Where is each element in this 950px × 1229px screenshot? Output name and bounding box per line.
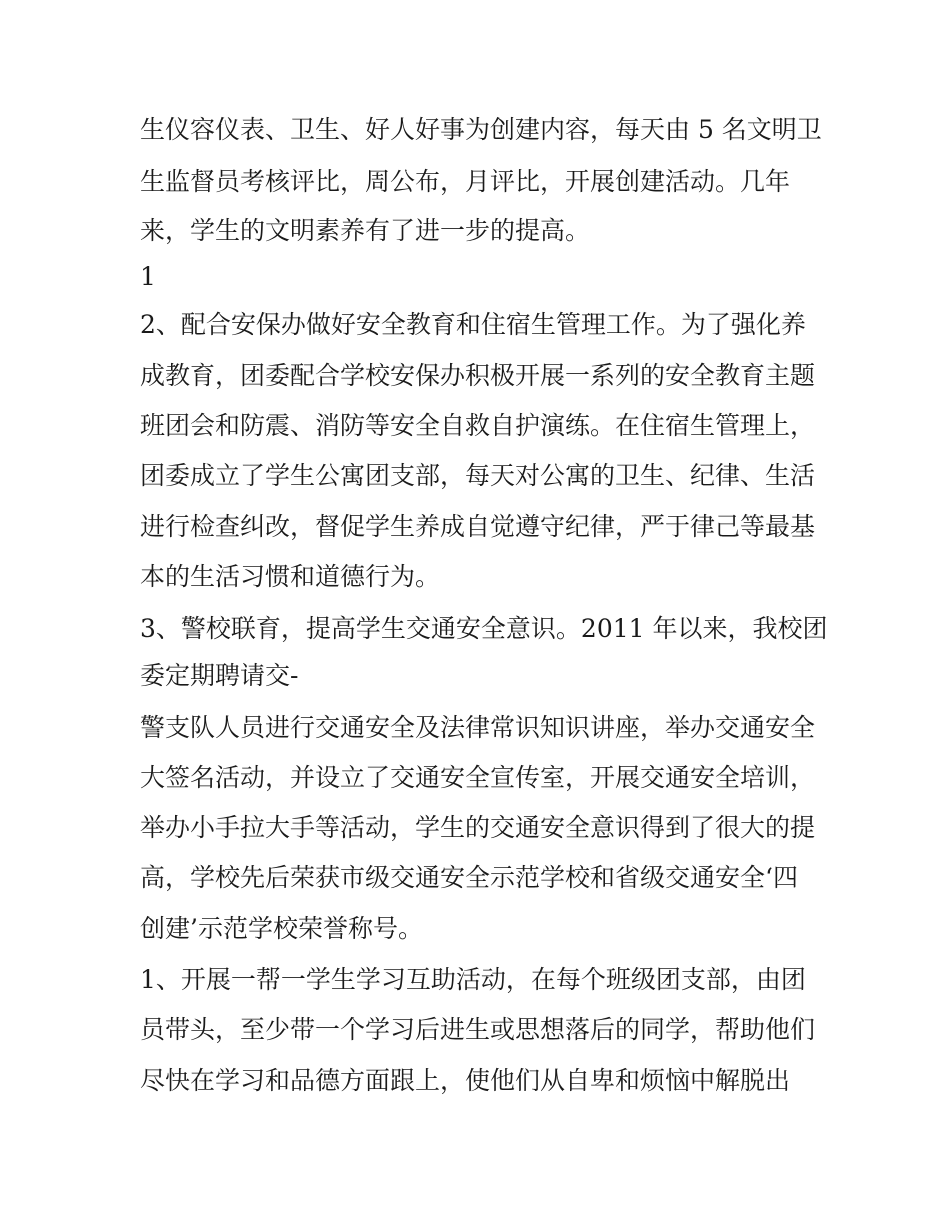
- text-line: 进行检查纠改，督促学生养成自觉遵守纪律，严于律己等最基: [140, 512, 816, 541]
- text-line: 举办小手拉大手等活动，学生的交通安全意识得到了很大的提: [140, 813, 816, 842]
- page-number: 1: [140, 262, 156, 291]
- text-line: 委定期聘请交-: [140, 661, 299, 690]
- text-line: 来，学生的文明素养有了进一步的提高。: [140, 216, 591, 245]
- text-line: 高，学校先后荣获市级交通安全示范学校和省级交通安全‘四: [140, 863, 798, 892]
- text-line: 警支队人员进行交通安全及法律常识知识讲座，举办交通安全: [140, 713, 816, 742]
- text-line: 本的生活习惯和道德行为。: [140, 562, 441, 591]
- text-line: 创建’示范学校荣誉称号。: [140, 914, 423, 943]
- text-line: 班团会和防震、消防等安全自救自护演练。在住宿生管理上，: [140, 411, 816, 440]
- text-line: 大签名活动，并设立了交通安全宣传室，开展交通安全培训，: [140, 763, 816, 792]
- text-line: 2、配合安保办做好安全教育和住宿生管理工作。为了强化养: [140, 310, 806, 339]
- text-line: 尽快在学习和品德方面跟上，使他们从自卑和烦恼中解脱出: [140, 1066, 791, 1095]
- text-line: 生仪容仪表、卫生、好人好事为创建内容，每天由 5 名文明卫: [140, 115, 822, 144]
- text-line: 成教育，团委配合学校安保办积极开展一系列的安全教育主题: [140, 361, 816, 390]
- text-line: 员带头，至少带一个学习后进生或思想落后的同学，帮助他们: [140, 1015, 816, 1044]
- text-line: 团委成立了学生公寓团支部，每天对公寓的卫生、纪律、生活: [140, 461, 816, 490]
- text-line: 3、警校联育，提高学生交通安全意识。2011 年以来，我校团: [140, 614, 828, 643]
- text-line: 1、开展一帮一学生学习互助活动，在每个班级团支部，由团: [140, 965, 806, 994]
- text-line: 生监督员考核评比，周公布，月评比，开展创建活动。几年: [140, 167, 791, 196]
